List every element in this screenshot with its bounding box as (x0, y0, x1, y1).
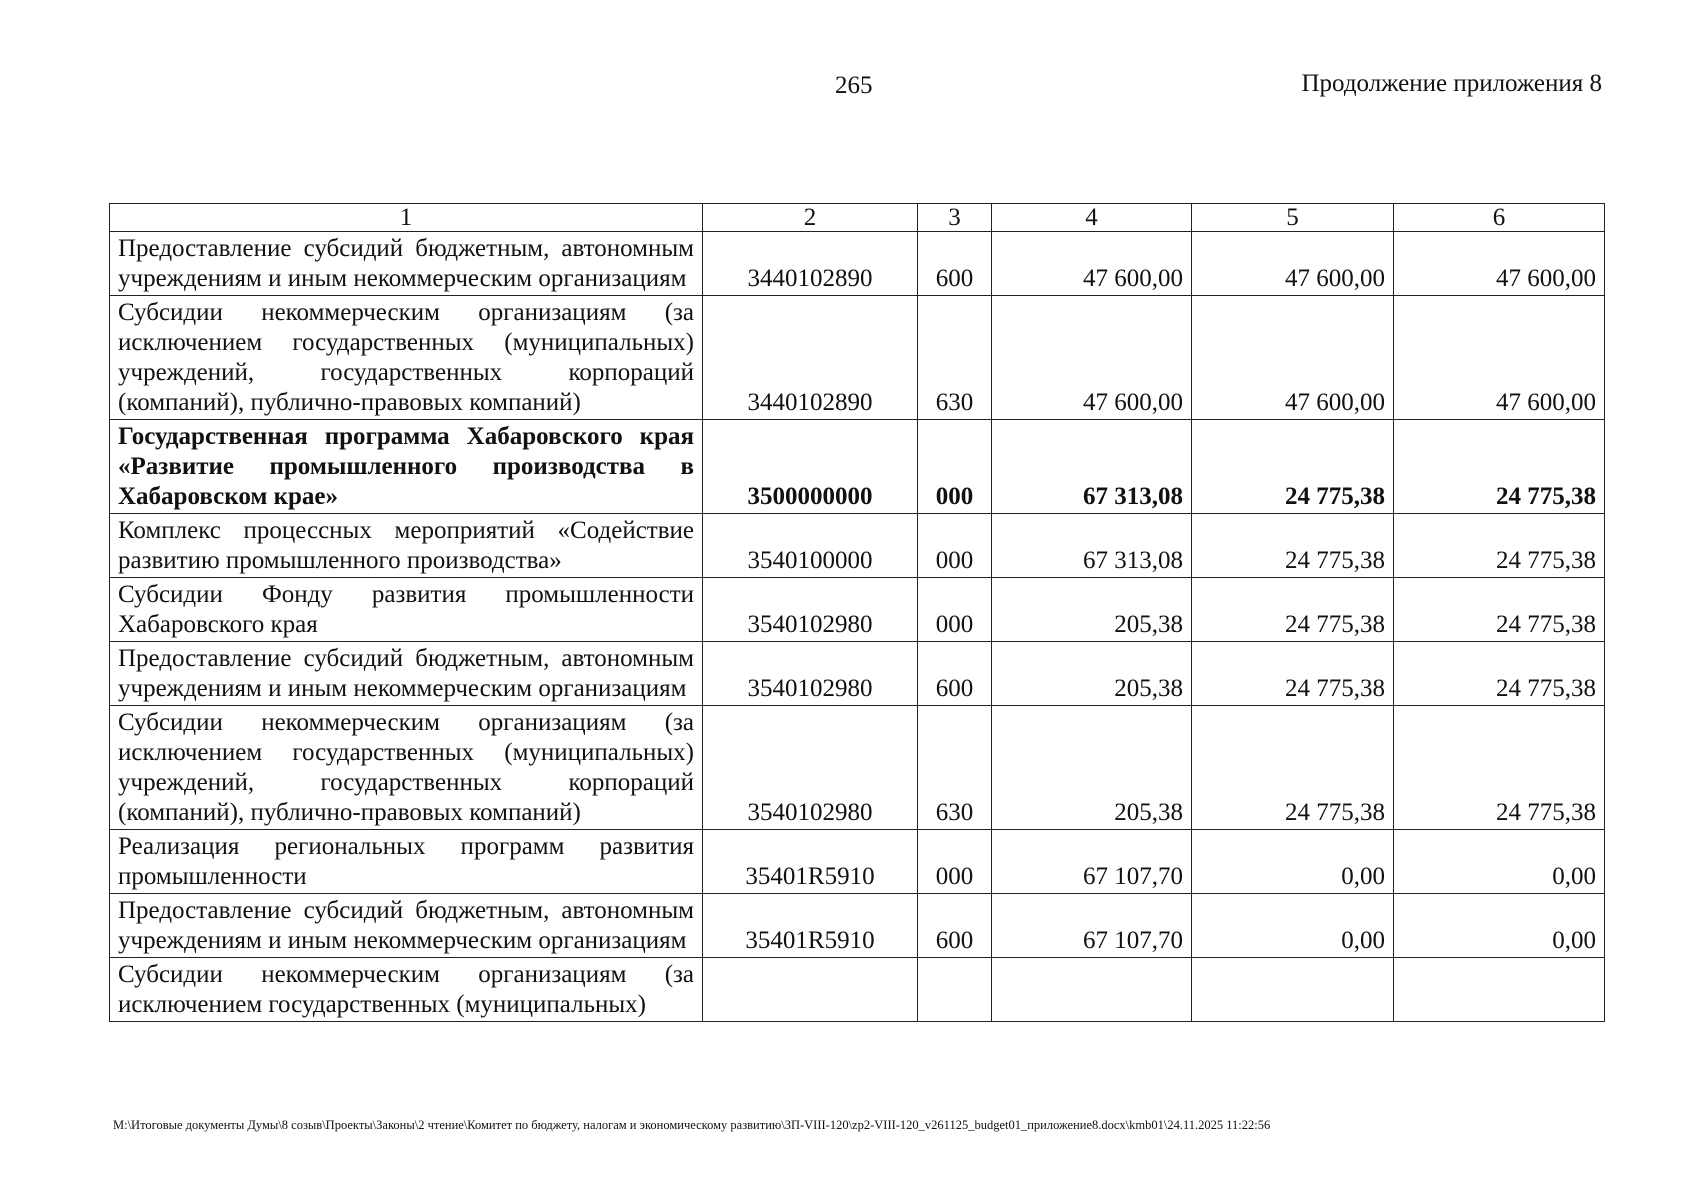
target-code-cell: 3440102890 (703, 232, 918, 296)
amount-cell-col5: 24 775,38 (1192, 420, 1394, 514)
amount-cell-col6: 0,00 (1394, 894, 1605, 958)
table-row (110, 578, 1605, 642)
table-row (110, 706, 1605, 830)
amount-cell-col6: 24 775,38 (1394, 514, 1605, 578)
amount-cell-col6: 24 775,38 (1394, 578, 1605, 642)
target-code-cell: 3500000000 (703, 420, 918, 514)
expense-type-cell: 000 (918, 830, 992, 894)
amount-cell-col4: 67 107,70 (992, 830, 1192, 894)
table-row (110, 514, 1605, 578)
row-name-cell: Комплекс процессных мероприятий «Содействие развитию промышленного производства» (110, 514, 703, 578)
amount-cell-col4: 205,38 (992, 578, 1192, 642)
target-code-cell: 3540100000 (703, 514, 918, 578)
column-header: 1 (110, 204, 703, 232)
amount-cell-col6: 24 775,38 (1394, 706, 1605, 830)
row-name-cell: Предоставление субсидий бюджетным, автономным учреждениям и иным некоммерческим организациям (110, 894, 703, 958)
amount-cell-col5: 24 775,38 (1192, 642, 1394, 706)
appendix-continuation-label: Продолжение приложения 8 (1301, 70, 1602, 97)
table-row (110, 830, 1605, 894)
amount-cell-col4 (992, 958, 1192, 1022)
expense-type-cell: 600 (918, 232, 992, 296)
amount-cell-col5: 24 775,38 (1192, 578, 1394, 642)
row-name-cell: Субсидии некоммерческим организациям (за исключением государственных (муниципальных) учреждений, государственных корпораций (компаний), публично-правовых компаний) (110, 296, 703, 420)
expense-type-cell: 630 (918, 706, 992, 830)
expense-type-cell: 630 (918, 296, 992, 420)
amount-cell-col6: 24 775,38 (1394, 642, 1605, 706)
amount-cell-col5: 0,00 (1192, 894, 1394, 958)
amount-cell-col4: 67 107,70 (992, 894, 1192, 958)
footer-file-path: M:\Итоговые документы Думы\8 созыв\Проекты\Законы\2 чтение\Комитет по бюджету, налогам и экономическому развитию\ЗП-VIII-120\zp2-VIII-120_v261125_budget01_приложение8.docx\kmb01\24.11.2025 11:22:56 (113, 1118, 1271, 1132)
amount-cell-col4: 205,38 (992, 706, 1192, 830)
amount-cell-col4: 67 313,08 (992, 420, 1192, 514)
expense-type-cell: 000 (918, 578, 992, 642)
amount-cell-col6 (1394, 958, 1605, 1022)
expense-type-cell: 600 (918, 894, 992, 958)
row-name-cell: Предоставление субсидий бюджетным, автономным учреждениям и иным некоммерческим организациям (110, 232, 703, 296)
amount-cell-col4: 47 600,00 (992, 232, 1192, 296)
amount-cell-col6: 47 600,00 (1394, 232, 1605, 296)
row-name-cell: Субсидии некоммерческим организациям (за исключением государственных (муниципальных) (110, 958, 703, 1022)
expense-type-cell: 600 (918, 642, 992, 706)
table-row (110, 296, 1605, 420)
target-code-cell: 3440102890 (703, 296, 918, 420)
column-header: 3 (918, 204, 992, 232)
table-row (110, 232, 1605, 296)
amount-cell-col4: 47 600,00 (992, 296, 1192, 420)
expense-type-cell: 000 (918, 514, 992, 578)
table-row (110, 894, 1605, 958)
column-header: 6 (1394, 204, 1605, 232)
target-code-cell: 3540102980 (703, 578, 918, 642)
amount-cell-col5: 47 600,00 (1192, 232, 1394, 296)
page-number: 265 (835, 72, 873, 99)
table-header-row (110, 204, 1605, 232)
row-name-cell: Субсидии Фонду развития промышленности Хабаровского края (110, 578, 703, 642)
target-code-cell: 35401R5910 (703, 830, 918, 894)
table-row (110, 958, 1605, 1022)
amount-cell-col5 (1192, 958, 1394, 1022)
column-header: 5 (1192, 204, 1394, 232)
expense-type-cell (918, 958, 992, 1022)
amount-cell-col5: 24 775,38 (1192, 514, 1394, 578)
target-code-cell: 3540102980 (703, 706, 918, 830)
amount-cell-col6: 0,00 (1394, 830, 1605, 894)
amount-cell-col5: 24 775,38 (1192, 706, 1394, 830)
column-header: 2 (703, 204, 918, 232)
row-name-cell: Реализация региональных программ развития промышленности (110, 830, 703, 894)
target-code-cell (703, 958, 918, 1022)
amount-cell-col4: 67 313,08 (992, 514, 1192, 578)
table-row (110, 420, 1605, 514)
amount-cell-col5: 47 600,00 (1192, 296, 1394, 420)
expense-type-cell: 000 (918, 420, 992, 514)
amount-cell-col6: 47 600,00 (1394, 296, 1605, 420)
target-code-cell: 35401R5910 (703, 894, 918, 958)
table-row (110, 642, 1605, 706)
budget-table (109, 203, 1605, 1022)
row-name-cell: Предоставление субсидий бюджетным, автономным учреждениям и иным некоммерческим организациям (110, 642, 703, 706)
amount-cell-col4: 205,38 (992, 642, 1192, 706)
target-code-cell: 3540102980 (703, 642, 918, 706)
amount-cell-col5: 0,00 (1192, 830, 1394, 894)
amount-cell-col6: 24 775,38 (1394, 420, 1605, 514)
column-header: 4 (992, 204, 1192, 232)
row-name-cell: Государственная программа Хабаровского края «Развитие промышленного производства в Хабаровском крае» (110, 420, 703, 514)
row-name-cell: Субсидии некоммерческим организациям (за исключением государственных (муниципальных) учреждений, государственных корпораций (компаний), публично-правовых компаний) (110, 706, 703, 830)
table-body (110, 232, 1605, 1022)
